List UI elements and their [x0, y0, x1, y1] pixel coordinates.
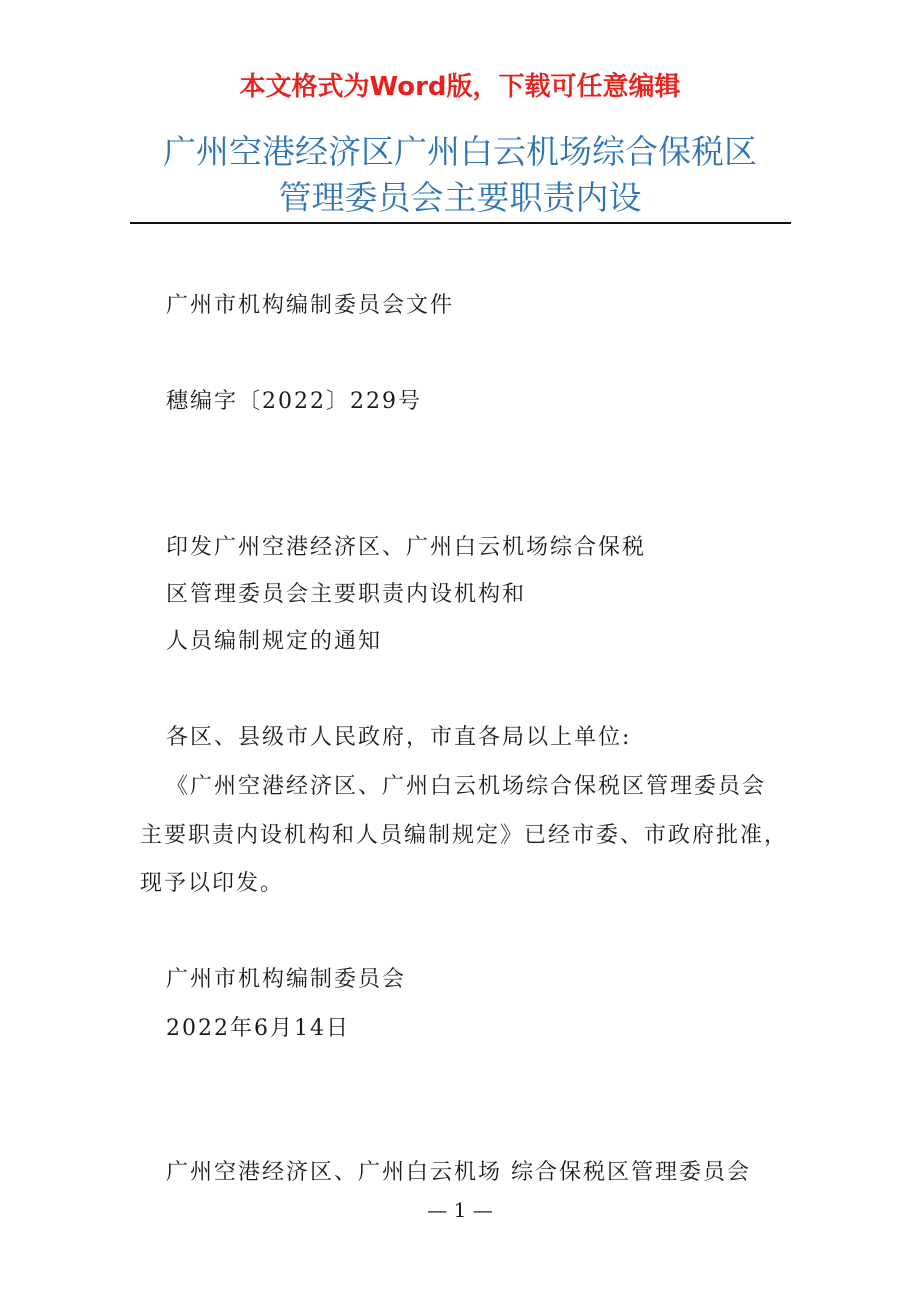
subject-line-3: 人员编制规定的通知 [166, 629, 383, 654]
addressee-line: 各区、县级市人民政府，市直各局以上单位: [166, 725, 632, 750]
document-number: 穗编字〔2022〕229号 [166, 389, 422, 414]
body-paragraph-line-3: 现予以印发。 [140, 871, 285, 896]
title-divider [130, 222, 791, 224]
body-paragraph-line-2: 主要职责内设机构和人员编制规定》已经市委、市政府批准， [140, 823, 789, 848]
subject-line-2: 区管理委员会主要职责内设机构和 [166, 582, 527, 607]
body-paragraph-line-1: 《广州空港经济区、广州白云机场综合保税区管理委员会 [166, 774, 767, 799]
issuer-line: 广州市机构编制委员会文件 [166, 293, 455, 318]
download-notice: 本文格式为Word版，下载可任意编辑 [239, 72, 681, 102]
date-line: 2022年6月14日 [166, 1016, 350, 1041]
signature-line: 广州市机构编制委员会 [166, 967, 407, 992]
page-number: — 1 — [427, 1198, 493, 1222]
document-title-line-1: 广州空港经济区广州白云机场综合保税区 [163, 132, 757, 171]
subject-line-1: 印发广州空港经济区、广州白云机场综合保税 [166, 535, 647, 560]
document-title-line-2: 管理委员会主要职责内设 [278, 178, 642, 217]
next-section-heading: 广州空港经济区、广州白云机场 综合保税区管理委员会 [166, 1160, 751, 1185]
